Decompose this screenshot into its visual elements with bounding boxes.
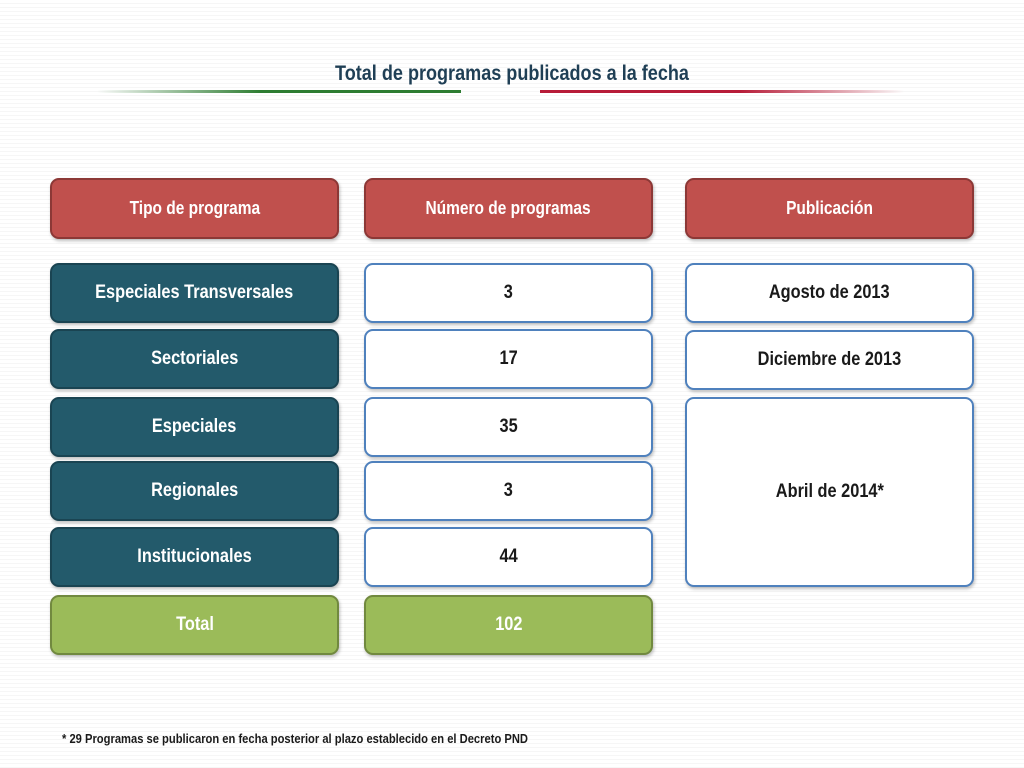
row-label-institucionales: Institucionales xyxy=(50,527,339,587)
total-label: Total xyxy=(50,595,339,655)
header-tipo-de-programa: Tipo de programa xyxy=(50,178,339,239)
row-value-especiales-transversales: 3 xyxy=(364,263,653,323)
row-label-sectoriales: Sectoriales xyxy=(50,329,339,389)
title-underline-green xyxy=(97,90,461,93)
row-value-sectoriales: 17 xyxy=(364,329,653,389)
row-label-regionales: Regionales xyxy=(50,461,339,521)
footnote: * 29 Programas se publicaron en fecha posterior al plazo establecido en el Decreto PND xyxy=(62,731,528,746)
header-publicacion: Publicación xyxy=(685,178,974,239)
row-value-institucionales: 44 xyxy=(364,527,653,587)
row-value-especiales: 35 xyxy=(364,397,653,457)
row-label-especiales: Especiales xyxy=(50,397,339,457)
total-value: 102 xyxy=(364,595,653,655)
title-underline-red xyxy=(540,90,904,93)
row-value-regionales: 3 xyxy=(364,461,653,521)
slide-title: Total de programas publicados a la fecha xyxy=(335,62,689,85)
publication-agosto-2013: Agosto de 2013 xyxy=(685,263,974,323)
header-numero-de-programas: Número de programas xyxy=(364,178,653,239)
publication-abril-2014: Abril de 2014* xyxy=(685,397,974,587)
publication-diciembre-2013: Diciembre de 2013 xyxy=(685,330,974,390)
row-label-especiales-transversales: Especiales Transversales xyxy=(50,263,339,323)
